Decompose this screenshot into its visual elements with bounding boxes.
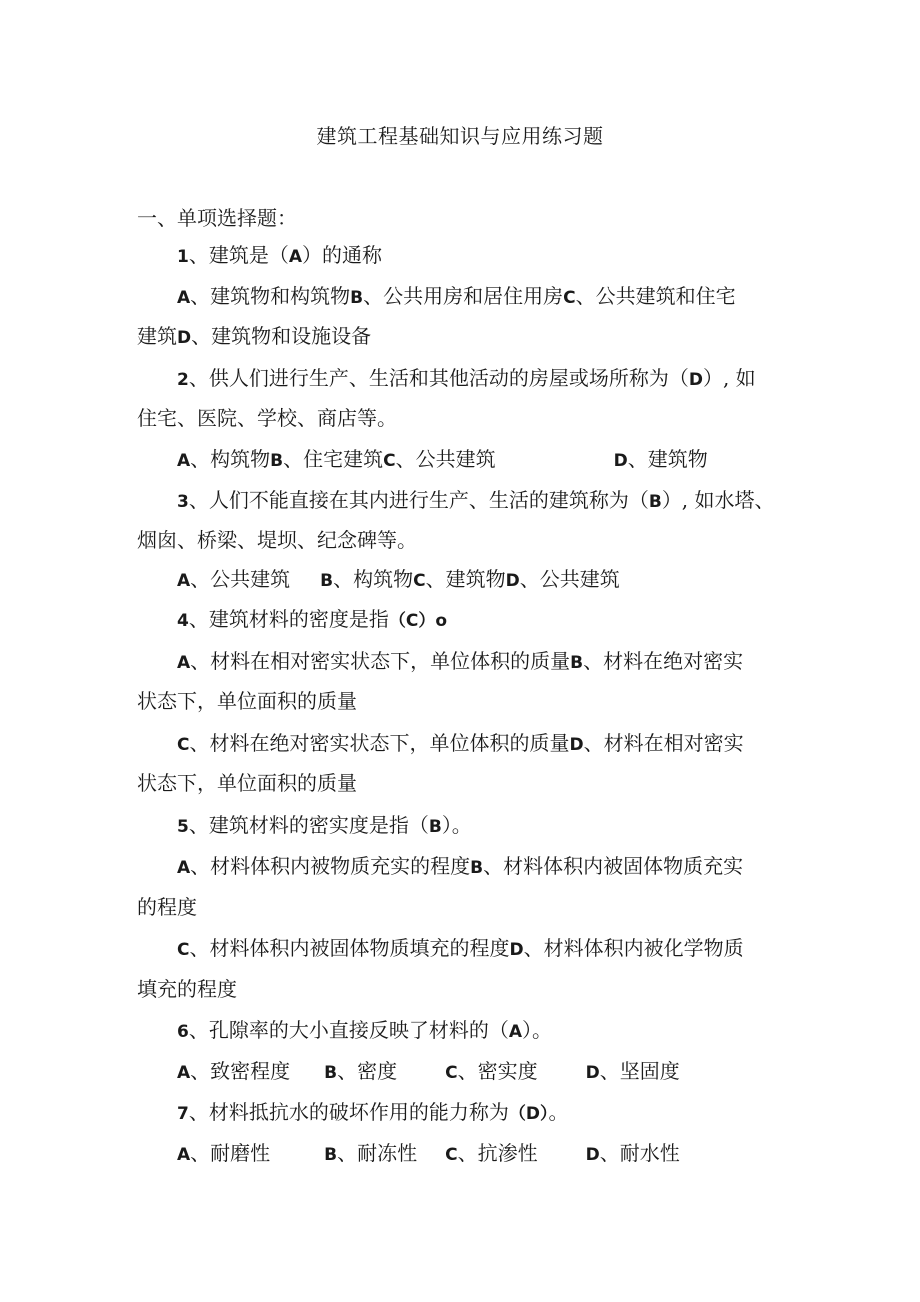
question-3: 3、人们不能直接在其内进行生产、生活的建筑称为（B）, 如水塔、 <box>177 488 775 512</box>
question-number: 1 <box>177 247 189 267</box>
question-5-options: A、材料体积内被物质充实的程度B、材料体积内被固体物质充实 <box>177 854 744 878</box>
option-letter: A <box>177 288 191 308</box>
option-letter: D <box>613 451 628 471</box>
answer-letter: B <box>648 492 662 512</box>
option-letter: B <box>570 653 584 673</box>
option-letter: C <box>177 735 190 755</box>
question-4-options-2-cont: 状态下，单位面积的质量 <box>137 771 357 795</box>
option-letter: A <box>177 1145 191 1165</box>
option-letter: D <box>505 571 520 591</box>
question-5-options-cont: 的程度 <box>137 895 197 919</box>
question-5-options-2-cont: 填充的程度 <box>137 977 237 1001</box>
question-number: 3 <box>177 492 189 512</box>
answer-letter: A <box>288 247 303 267</box>
answer-letter: A <box>508 1022 523 1042</box>
option-letter: A <box>177 451 191 471</box>
question-2: 2、供人们进行生产、生活和其他活动的房屋或场所称为（D）, 如 <box>177 366 756 390</box>
option-letter: C <box>413 571 426 591</box>
question-5: 5、建筑材料的密实度是指（B）。 <box>177 813 472 837</box>
option-letter: C <box>445 1063 458 1083</box>
question-4-options: A、材料在相对密实状态下，单位体积的质量B、材料在绝对密实 <box>177 649 744 673</box>
question-7: 7、材料抵抗水的破坏作用的能力称为（D）。 <box>177 1100 569 1124</box>
option-letter: D <box>569 735 584 755</box>
option-letter: D <box>585 1063 600 1083</box>
option-letter: C <box>177 940 190 960</box>
section-heading: 一、单项选择题： <box>137 206 297 230</box>
question-3-options: A、公共建筑 B、构筑物C、建筑物D、公共建筑 <box>177 567 620 591</box>
option-letter: C <box>445 1145 458 1165</box>
question-4-options-cont: 状态下，单位面积的质量 <box>137 689 357 713</box>
question-number: 4 <box>177 611 189 631</box>
question-4: 4、建筑材料的密度是指（C）o <box>177 607 447 631</box>
option-letter: D <box>177 328 192 348</box>
question-4-options-2: C、材料在绝对密实状态下，单位体积的质量D、材料在相对密实 <box>177 731 744 755</box>
answer-letter: （D） <box>508 1104 549 1124</box>
question-7-options: A、耐磨性 B、耐冻性 C、抗渗性 D、耐水性 <box>177 1141 680 1165</box>
question-number: 7 <box>177 1104 189 1124</box>
question-2-cont: 住宅、医院、学校、商店等。 <box>137 406 397 430</box>
answer-letter: D <box>688 370 703 390</box>
question-number: 6 <box>177 1022 189 1042</box>
option-letter: D <box>509 940 524 960</box>
question-6-options: A、致密程度 B、密度 C、密实度 D、坚固度 <box>177 1059 680 1083</box>
option-letter: A <box>177 571 191 591</box>
question-number: 5 <box>177 817 189 837</box>
page-title: 建筑工程基础知识与应用练习题 <box>316 124 604 148</box>
option-letter: C <box>563 288 576 308</box>
question-3-cont: 烟囱、桥梁、堤坝、纪念碑等。 <box>137 528 417 552</box>
question-1-options-cont: 建筑D、建筑物和设施设备 <box>137 324 372 348</box>
option-letter: B <box>350 288 364 308</box>
question-2-options: A、构筑物B、住宅建筑C、公共建筑 D、建筑物 <box>177 447 708 471</box>
option-letter: A <box>177 653 191 673</box>
option-letter: B <box>320 571 334 591</box>
question-5-options-2: C、材料体积内被固体物质填充的程度D、材料体积内被化学物质 <box>177 936 744 960</box>
question-1-options: A、建筑物和构筑物B、公共用房和居住用房C、公共建筑和住宅 <box>177 284 736 308</box>
question-1: 1、建筑是（A）的通称 <box>177 243 383 267</box>
option-letter: B <box>324 1145 338 1165</box>
option-letter: B <box>324 1063 338 1083</box>
option-letter: C <box>383 451 396 471</box>
answer-letter: B <box>428 817 442 837</box>
question-number: 2 <box>177 370 189 390</box>
question-6: 6、孔隙率的大小直接反映了材料的（A）。 <box>177 1018 553 1042</box>
option-letter: A <box>177 858 191 878</box>
option-letter: B <box>270 451 284 471</box>
option-letter: A <box>177 1063 191 1083</box>
option-letter: D <box>585 1145 600 1165</box>
option-letter: B <box>470 858 484 878</box>
answer-letter: （C）o <box>388 611 447 631</box>
